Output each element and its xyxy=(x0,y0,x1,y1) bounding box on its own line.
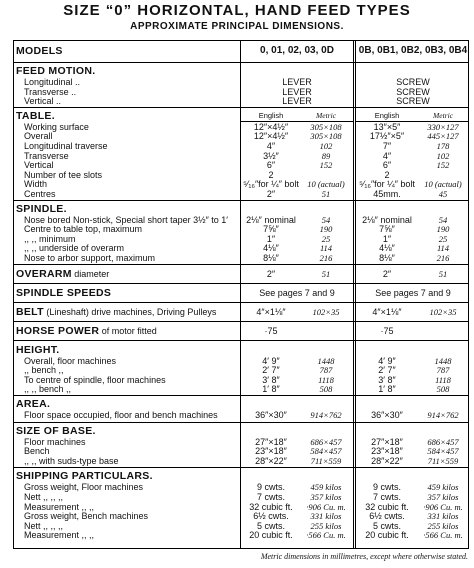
shipping-row-label: Nett ,, ,, ,, xyxy=(24,520,64,531)
shipping-row-metric-2: 459 kilos xyxy=(427,482,459,493)
shipping-row-english-2: 6½ cwts. xyxy=(369,511,405,522)
area-row-metric-2: 914×762 xyxy=(427,410,459,420)
table-row-english-1: 2″ xyxy=(266,189,276,199)
shipping-row-label: Gross weight, Bench machines xyxy=(24,511,149,522)
metric-unit-header: Metric xyxy=(316,110,336,120)
height-row-label: ,, ,, bench ,, xyxy=(24,384,72,395)
spindle-row-english-1: 8⅛″ xyxy=(263,253,279,263)
table-row-label: Number of tee slots xyxy=(24,169,103,180)
models-heading: MODELS xyxy=(16,45,63,57)
table-row-label: Overall xyxy=(24,131,53,142)
base-row-label: ,, ,, with suds-type base xyxy=(24,455,119,466)
spindle-row-metric-1: 216 xyxy=(319,253,333,263)
shipping-row-metric-1: 357 kilos xyxy=(310,492,342,502)
feed-motion-g2: SCREW xyxy=(396,96,430,107)
height-heading: HEIGHT. xyxy=(16,343,60,356)
area-heading: AREA. xyxy=(16,398,51,410)
spindle-row-english-1: 1″ xyxy=(266,233,276,244)
shipping-row-metric-1: ·906 Cu. m. xyxy=(306,501,346,512)
height-row-english-2: 2′ 7″ xyxy=(378,365,396,376)
spindle-speeds-g1: See pages 7 and 9 xyxy=(259,287,335,298)
table-row-metric-2: 45 xyxy=(438,189,448,199)
english-unit-header: English xyxy=(374,110,400,120)
overarm-row-metric-2: 51 xyxy=(438,268,448,279)
table-row-english-2: 2 xyxy=(384,169,390,180)
spindle-row-english-2: 8⅛″ xyxy=(379,253,395,263)
shipping-row-english-1: 32 cubic ft. xyxy=(249,501,293,512)
spindle-row-label: Nose bored Non-stick, Special short taper 3½″ to 1′ xyxy=(24,214,228,225)
spindle-row-english-2: 7⅝″ xyxy=(379,224,395,235)
shipping-row-english-1: 5 cwts. xyxy=(256,520,285,531)
height-row-label: ,, bench ,, xyxy=(24,365,64,376)
shipping-row-english-2: 20 cubic ft. xyxy=(365,530,409,541)
table-row-english-2: 4″ xyxy=(382,150,392,161)
section-rule xyxy=(13,107,469,108)
overarm-heading: OVERARM diameter xyxy=(16,267,110,280)
shipping-row-metric-1: 331 kilos xyxy=(310,511,342,522)
base-row-metric-1: 686×457 xyxy=(310,436,342,447)
spindle-row-metric-2: 54 xyxy=(438,214,448,225)
base-row-metric-1: 584×457 xyxy=(310,446,342,457)
base-row-metric-2: 686×457 xyxy=(427,436,459,447)
spindle-row-metric-1: 190 xyxy=(319,224,333,235)
belt-row-metric-1: 102×35 xyxy=(312,306,340,317)
height-row-english-2: 4′ 9″ xyxy=(378,355,396,366)
spindle-speeds-heading: SPINDLE SPEEDS xyxy=(16,286,112,299)
shipping-row-metric-2: 357 kilos xyxy=(427,492,459,502)
shipping-row-english-1: 9 cwts. xyxy=(256,482,285,493)
shipping-row-english-1: 6½ cwts. xyxy=(253,511,289,522)
shipping-row-metric-2: 255 kilos xyxy=(427,520,459,531)
shipping-row-english-1: 20 cubic ft. xyxy=(249,530,293,541)
table-row-metric-2: 445×127 xyxy=(427,131,459,142)
height-row-english-1: 2′ 7″ xyxy=(262,365,280,376)
table-row-english-1: 2 xyxy=(268,169,274,180)
feed-motion-row-label: Transverse .. xyxy=(24,86,77,97)
table-row-english-2: 7″ xyxy=(382,141,392,151)
feed-motion-g1: LEVER xyxy=(282,77,312,87)
table-row-english-1: 12″×4½″ xyxy=(253,131,289,142)
spindle-row-english-1: 4⅛″ xyxy=(263,243,279,254)
base-row-english-1: 28″×22″ xyxy=(255,455,287,466)
height-row-english-1: 1′ 8″ xyxy=(262,384,280,395)
height-row-label: To centre of spindle, floor machines xyxy=(24,374,166,385)
table-row-label: Working surface xyxy=(24,121,89,132)
table-row-metric-1: 51 xyxy=(321,189,331,199)
shipping-heading: SHIPPING PARTICULARS. xyxy=(16,470,153,483)
table-row-english-2: 17½″×5″ xyxy=(369,131,405,142)
metric-unit-header: Metric xyxy=(433,110,453,120)
area-row-label: Floor space occupied, floor and bench machines xyxy=(24,410,218,420)
table-row-english-2: 13″×5″ xyxy=(373,121,401,132)
feed-motion-row-label: Vertical .. xyxy=(24,96,62,107)
table-row-english-1: 6″ xyxy=(266,160,276,171)
spindle-row-label: ,, ,, minimum xyxy=(24,233,76,244)
feed-motion-g2: SCREW xyxy=(396,77,430,87)
spindle-row-metric-2: 25 xyxy=(438,233,448,244)
feed-motion-g1: LEVER xyxy=(282,86,312,97)
height-row-english-1: 4′ 9″ xyxy=(262,355,280,366)
section-rule xyxy=(13,264,469,265)
overarm-row-english-1: 2″ xyxy=(266,268,276,279)
feed-motion-heading: FEED MOTION. xyxy=(16,65,96,77)
shipping-row-label: Measurement ,, ,, xyxy=(24,530,95,541)
shipping-row-metric-2: 331 kilos xyxy=(427,511,459,522)
belt-row-english-2: 4″×1⅛″ xyxy=(372,306,402,317)
table-row-metric-1: 305×108 xyxy=(310,131,342,142)
shipping-row-label: Nett ,, ,, ,, xyxy=(24,492,64,502)
base-row-english-2: 27″×18″ xyxy=(371,436,403,447)
section-rule xyxy=(13,340,469,341)
page-title: SIZE “0” HORIZONTAL, HAND FEED TYPES xyxy=(63,2,411,19)
shipping-row-label: Measurement ,, ,, xyxy=(24,501,95,512)
shipping-row-english-2: 32 cubic ft. xyxy=(365,501,409,512)
shipping-row-metric-1: ·566 Cu. m. xyxy=(306,530,346,541)
area-row-metric-1: 914×762 xyxy=(310,410,342,420)
height-row-metric-2: 508 xyxy=(436,384,450,395)
table-heading: TABLE. xyxy=(16,109,55,122)
horse-power-row-english-2: ·75 xyxy=(380,325,394,336)
spindle-row-label: Nose to arbor support, maximum xyxy=(24,253,156,263)
area-row-english-1: 36″×30″ xyxy=(255,410,287,420)
height-row-label: Overall, floor machines xyxy=(24,355,117,366)
table-row-label: Longitudinal traverse xyxy=(24,141,108,151)
spindle-row-english-2: 4⅛″ xyxy=(379,243,395,254)
overarm-row-english-2: 2″ xyxy=(382,268,392,279)
spindle-row-english-1: 2⅛″ nominal xyxy=(246,214,296,225)
base-row-english-1: 23″×18″ xyxy=(255,446,287,457)
height-row-english-2: 3′ 8″ xyxy=(378,374,396,385)
base-row-label: Floor machines xyxy=(24,436,86,447)
table-row-label: Vertical xyxy=(24,160,54,171)
group2-models: 0B, 0B1, 0B2, 0B3, 0B4 xyxy=(358,45,468,56)
shipping-row-english-1: 7 cwts. xyxy=(256,492,285,502)
spindle-row-metric-2: 216 xyxy=(436,253,450,263)
page-subtitle: APPROXIMATE PRINCIPAL DIMENSIONS. xyxy=(130,21,344,32)
table-row-metric-2: 178 xyxy=(436,141,450,151)
column-divider-groups xyxy=(353,40,356,549)
feed-motion-row-label: Longitudinal .. xyxy=(24,77,81,87)
footnote: Metric dimensions in millimetres, except where otherwise stated. xyxy=(260,552,468,561)
header-divider xyxy=(13,62,469,63)
belt-row-english-1: 4″×1⅛″ xyxy=(256,306,286,317)
height-row-metric-2: 787 xyxy=(436,365,450,376)
table-row-english-2: ⁵⁄₁₆″for ¼″ bolt xyxy=(359,179,415,190)
table-row-label: Transverse xyxy=(24,150,69,161)
height-row-english-2: 1′ 8″ xyxy=(378,384,396,395)
spindle-row-english-2: 2⅛″ nominal xyxy=(362,214,412,225)
spindle-speeds-g2: See pages 7 and 9 xyxy=(375,287,451,298)
section-rule xyxy=(13,200,469,201)
section-rule xyxy=(13,302,469,303)
height-row-metric-1: 1448 xyxy=(317,355,335,366)
table-row-metric-2: 10 (actual) xyxy=(424,179,462,190)
table-row-metric-1: 152 xyxy=(319,160,333,171)
belt-row-metric-2: 102×35 xyxy=(429,306,457,317)
feed-motion-g2: SCREW xyxy=(396,86,430,97)
section-rule xyxy=(13,422,469,423)
horse-power-heading: HORSE POWER of motor fitted xyxy=(16,324,157,337)
table-row-metric-1: 102 xyxy=(319,141,333,151)
spindle-row-metric-1: 25 xyxy=(321,233,331,244)
overarm-row-metric-1: 51 xyxy=(321,268,331,279)
spindle-row-metric-1: 54 xyxy=(321,214,331,225)
shipping-row-label: Gross weight, Floor machines xyxy=(24,482,144,493)
spindle-row-metric-2: 114 xyxy=(436,243,450,254)
table-row-english-2: 45mm. xyxy=(373,189,401,199)
height-row-metric-2: 1118 xyxy=(435,374,451,385)
spindle-row-metric-2: 190 xyxy=(436,224,450,235)
table-row-english-2: 6″ xyxy=(382,160,392,171)
base-row-english-2: 23″×18″ xyxy=(371,446,403,457)
section-rule xyxy=(13,467,469,468)
spindle-row-english-1: 7⅝″ xyxy=(263,224,279,235)
area-row-english-2: 36″×30″ xyxy=(371,410,403,420)
base-row-metric-2: 711×559 xyxy=(427,455,459,466)
table-row-english-1: 3½″ xyxy=(263,150,279,161)
base-row-english-1: 27″×18″ xyxy=(255,436,287,447)
base-heading: SIZE OF BASE. xyxy=(16,424,96,437)
shipping-row-metric-2: ·906 Cu. m. xyxy=(423,501,463,512)
section-rule xyxy=(13,321,469,322)
table-row-metric-1: 10 (actual) xyxy=(307,179,345,190)
base-row-english-2: 28″×22″ xyxy=(371,455,403,466)
group1-models: 0, 01, 02, 03, 0D xyxy=(260,45,334,56)
spindle-row-label: Centre to table top, maximum xyxy=(24,224,143,235)
table-row-label: Centres xyxy=(24,189,56,199)
spindle-row-label: ,, ,, underside of overarm xyxy=(24,243,125,254)
height-row-metric-1: 1118 xyxy=(318,374,334,385)
base-row-metric-1: 711×559 xyxy=(310,455,342,466)
base-row-metric-2: 584×457 xyxy=(427,446,459,457)
table-row-english-1: 4″ xyxy=(266,141,276,151)
table-row-metric-2: 102 xyxy=(436,150,450,161)
shipping-row-english-2: 7 cwts. xyxy=(372,492,401,502)
spindle-row-english-2: 1″ xyxy=(382,233,392,244)
shipping-row-metric-2: ·566 Cu. m. xyxy=(423,530,463,541)
shipping-row-metric-1: 459 kilos xyxy=(310,482,342,493)
table-row-label: Width xyxy=(24,179,48,190)
belt-heading: BELT (Lineshaft) drive machines, Driving Pulleys xyxy=(16,305,217,318)
spindle-row-metric-1: 114 xyxy=(319,243,333,254)
table-row-metric-2: 330×127 xyxy=(427,121,459,132)
table-row-metric-2: 152 xyxy=(436,160,450,171)
shipping-row-metric-1: 255 kilos xyxy=(310,520,342,531)
section-rule xyxy=(13,395,469,396)
section-rule xyxy=(13,283,469,284)
table-row-metric-1: 89 xyxy=(321,150,331,161)
table-row-english-1: 12″×4½″ xyxy=(253,121,289,132)
base-row-label: Bench xyxy=(24,446,50,457)
english-unit-header: English xyxy=(258,110,284,120)
table-row-english-1: ⁵⁄₁₆″for ¼″ bolt xyxy=(243,179,299,190)
shipping-row-english-2: 5 cwts. xyxy=(372,520,401,531)
table-row-metric-1: 305×108 xyxy=(310,121,342,132)
height-row-english-1: 3′ 8″ xyxy=(262,374,280,385)
shipping-row-english-2: 9 cwts. xyxy=(372,482,401,493)
feed-motion-g1: LEVER xyxy=(282,96,312,107)
spindle-heading: SPINDLE. xyxy=(16,202,67,215)
height-row-metric-1: 787 xyxy=(319,365,333,376)
height-row-metric-2: 1448 xyxy=(434,355,452,366)
height-row-metric-1: 508 xyxy=(319,384,333,395)
horse-power-row-english-1: ·75 xyxy=(264,325,278,336)
